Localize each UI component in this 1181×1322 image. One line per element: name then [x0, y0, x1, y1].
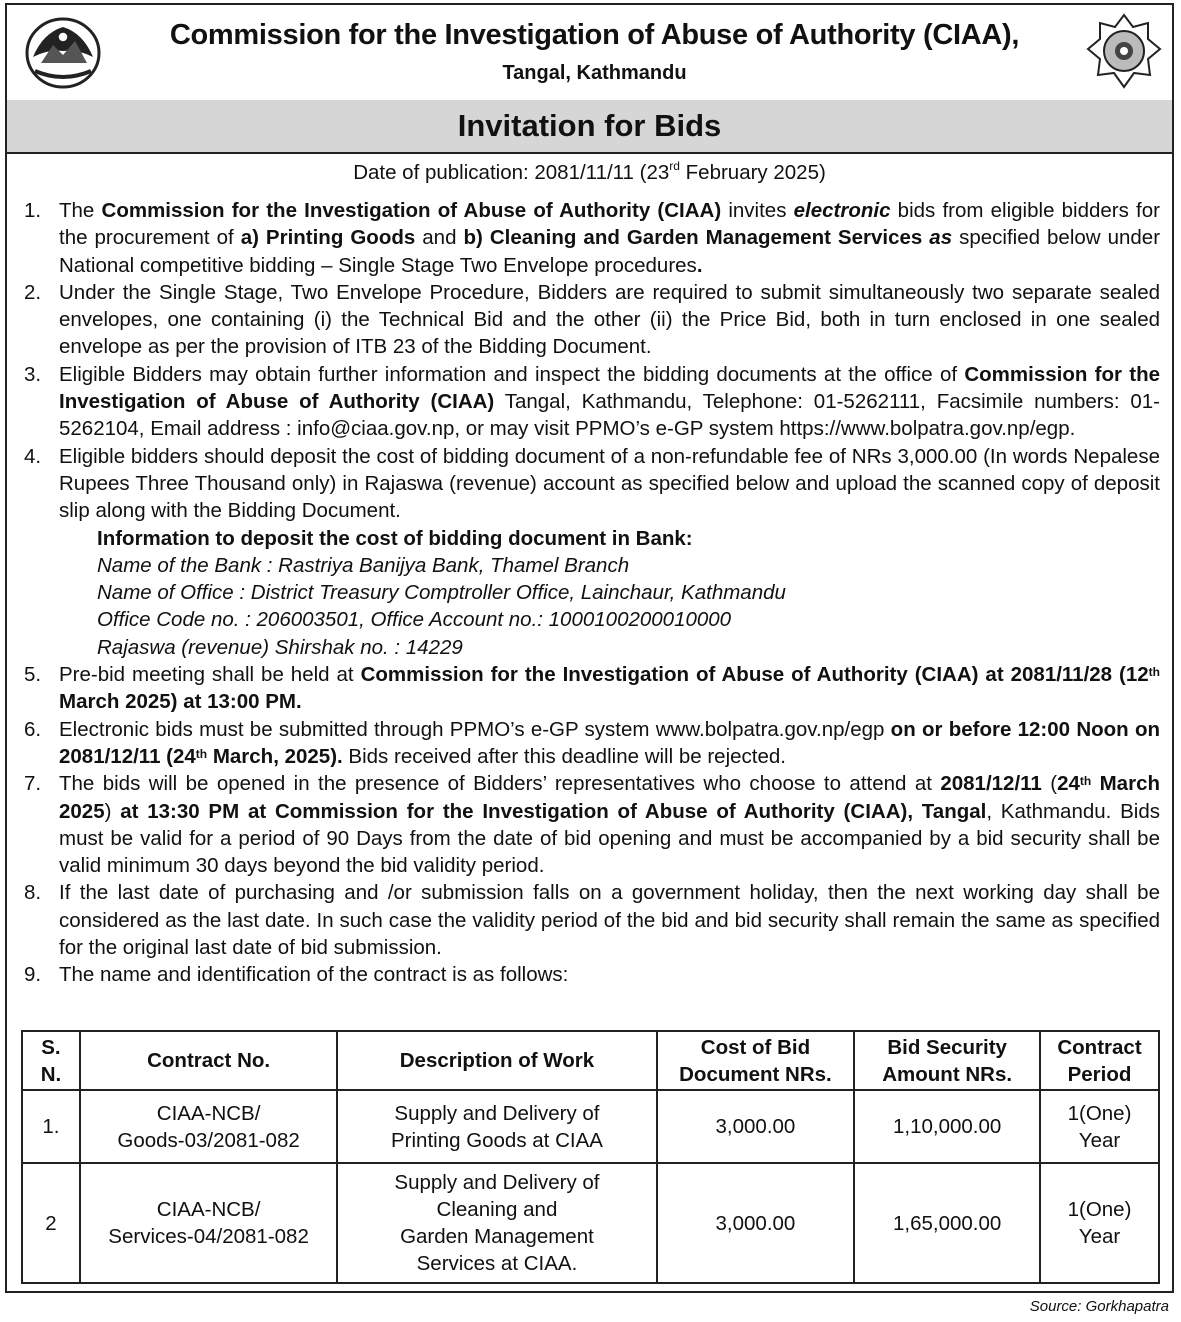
col-sn: S. N. [22, 1031, 80, 1090]
bank-info: Information to deposit the cost of bidding document in Bank: Name of the Bank : Rastriya Banijya Bank, Thamel Branch Name of Office : District Treasury Comptroller Office, Lainchaur, Kathmandu Office Code no. : 206003501, Office Account no.: 1000100200010000 Rajaswa (revenue) Shirshak no. : 14229 [97, 526, 786, 659]
col-period: Contract Period [1040, 1031, 1159, 1090]
cell-cost: 3,000.00 [657, 1090, 855, 1163]
table-header-row [22, 1031, 1159, 1090]
cell-sn: 1. [22, 1090, 80, 1163]
col-description: Description of Work [337, 1031, 656, 1090]
list-item: 1. The Commission for the Investigation of Abuse of Authority (CIAA) invites electronic bids from eligible bidders for the procurement of a) Printing Goods and b) Cleaning and Garden Management Services as specified below under National competitive bidding – Single Stage Two Envelope procedures. [24, 199, 1161, 277]
cell-period: 1(One) Year [1040, 1163, 1159, 1283]
list-item: 6. Electronic bids must be submitted through PPMO’s e-GP system www.bolpatra.gov.np/egp on or before 12:00 Noon on 2081/12/11 (24th March, 2025). Bids received after this deadline will be rejected. [24, 717, 1160, 768]
nepal-emblem-icon [23, 13, 103, 91]
cell-cost: 3,000.00 [657, 1163, 855, 1283]
org-name: Commission for the Investigation of Abuse of Authority (CIAA), [169, 19, 1020, 51]
table-row [22, 1163, 1159, 1283]
publication-date: Date of publication: 2081/11/11 (23rd February 2025) [353, 159, 826, 184]
notice-frame [5, 3, 1174, 1293]
cell-description: Supply and Delivery of Cleaning and Garden Management Services at CIAA. [337, 1163, 656, 1283]
cell-security: 1,65,000.00 [854, 1163, 1040, 1283]
list-item: 7. The bids will be opened in the presence of Bidders’ representatives who choose to attend at 2081/12/11 (24th March 2025) at 13:30 PM at Commission for the Investigation of Abuse of Authority (CIAA), Tangal, Kathmandu. Bids must be valid for a period of 90 Days from the date of bid opening and must be accompanied by a bid security shall be valid minimum 30 days beyond the bid validity period. [24, 772, 1161, 878]
cell-contract-no: CIAA-NCB/ Services-04/2081-082 [80, 1163, 337, 1283]
list-item: 5. Pre-bid meeting shall be held at Commission for the Investigation of Abuse of Authority (CIAA) at 2081/11/28 (12th March 2025) at 13:00 PM. [24, 663, 1160, 714]
col-cost: Cost of Bid Document NRs. [657, 1031, 855, 1090]
cell-security: 1,10,000.00 [854, 1090, 1040, 1163]
notice-title: Invitation for Bids [7, 100, 1172, 154]
notice-header [7, 5, 1172, 102]
cell-period: 1(One) Year [1040, 1090, 1159, 1163]
cell-description: Supply and Delivery of Printing Goods at CIAA [337, 1090, 656, 1163]
cell-contract-no: CIAA-NCB/ Goods-03/2081-082 [80, 1090, 337, 1163]
contracts-table [21, 1030, 1160, 1284]
list-item: 3. Eligible Bidders may obtain further information and inspect the bidding documents at the office of Commission for the Investigation of Abuse of Authority (CIAA) Tangal, Kathmandu, Telephone: 01-5262111, Facsimile numbers: 01-5262104, Email address : info@ciaa.gov.np, or may visit PPMO’s e-GP system https://www.bolpatra.gov.np/egp. [24, 362, 1161, 441]
cell-sn: 2 [22, 1163, 80, 1283]
list-item: 8. If the last date of purchasing and /or submission falls on a government holiday, then the next working day shall be considered as the last date. In such case the validity period of the bid and bid security shall remain the same as specified for the original last date of bid submission. [24, 881, 1160, 960]
col-contract-no: Contract No. [80, 1031, 337, 1090]
list-item: 2. Under the Single Stage, Two Envelope Procedure, Bidders are required to submit simultaneously two separate sealed envelopes, one containing (i) the Technical Bid and the other (ii) the Price Bid, both in turn enclosed in one sealed envelope as per the provision of ITB 23 of the Bidding Document. [24, 280, 1160, 359]
list-item: 4. Eligible bidders should deposit the cost of bidding document of a non-refundable fee of NRs 3,000.00 (In words Nepalese Rupees Three Thousand only) in Rajaswa (revenue) account as specified below and upload the scanned copy of deposit slip along with the Bidding Document. Information to deposit the cost of bidding document in Bank: Name of the Bank : Rastriya Banijya Bank, Thamel Branch Name of Office : District Treasury Comptroller Office, Lainchaur, Kathmandu Office Code no. : 206003501, Office Account no.: 1000100200010000 Rajaswa (revenue) Shirshak no. : 14229 [19, 443, 1160, 661]
table-row [22, 1090, 1159, 1163]
source-credit: Source: Gorkhapatra [1029, 1298, 1169, 1315]
col-security: Bid Security Amount NRs. [854, 1031, 1040, 1090]
org-location: Tangal, Kathmandu [502, 62, 687, 84]
list-item: 9. The name and identification of the contract is as follows: [24, 963, 569, 987]
notice-body [19, 197, 1160, 989]
ciaa-logo-icon [1086, 13, 1162, 89]
